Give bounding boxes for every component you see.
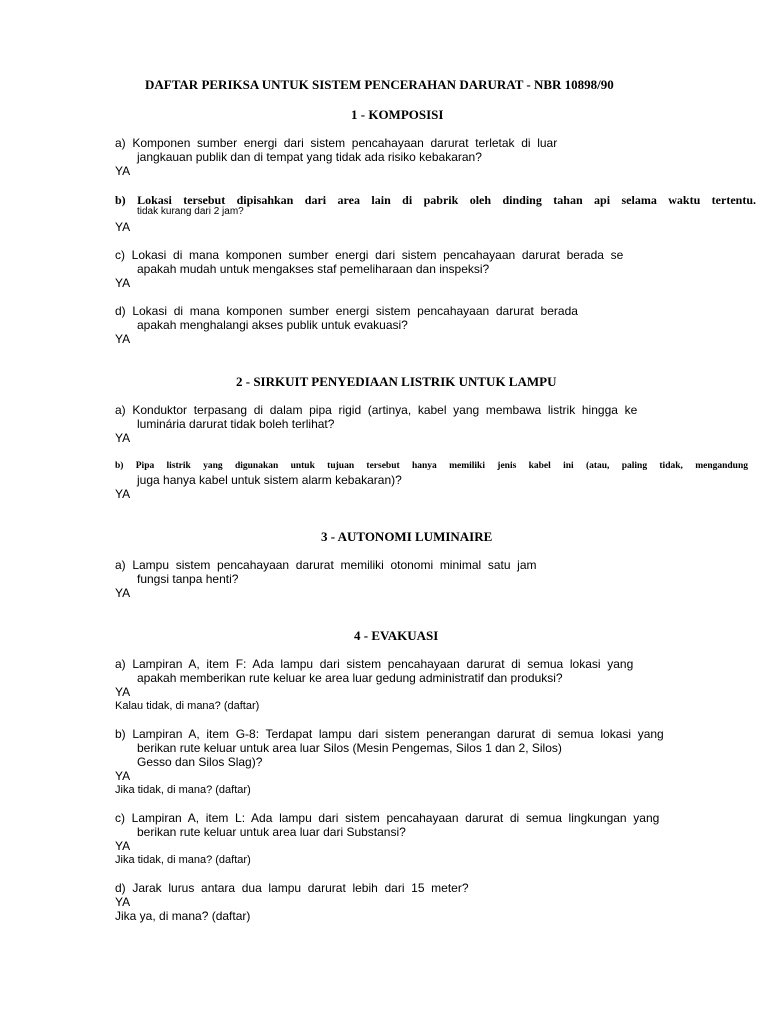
item-text: a) Komponen sumber energi dari sistem pencahayaan darurat terletak di luar	[115, 136, 558, 150]
item-text: a) Lampu sistem pencahayaan darurat memiliki otonomi minimal satu jam	[115, 558, 537, 572]
answer-value: YA	[115, 895, 131, 909]
answer-value: YA	[115, 431, 131, 445]
answer-value: YA	[115, 332, 131, 346]
item-text: d) Jarak lurus antara dua lampu darurat lebih dari 15 meter?	[115, 881, 469, 895]
answer-value: YA	[115, 769, 131, 783]
item-text: tidak kurang dari 2 jam?	[137, 206, 244, 217]
answer-value: YA	[115, 839, 131, 853]
item-text: berikan rute keluar untuk area luar dari Substansi?	[137, 825, 406, 839]
item-text: a) Konduktor terpasang di dalam pipa rigid (artinya, kabel yang membawa listrik hingga ke	[115, 403, 638, 417]
item-note: Jika tidak, di mana? (daftar)	[115, 854, 251, 866]
item-text: juga hanya kabel untuk sistem alarm kebakaran)?	[137, 473, 402, 487]
answer-value: YA	[115, 586, 131, 600]
item-text: jangkauan publik dan di tempat yang tidak ada risiko kebakaran?	[137, 150, 482, 164]
item-text: d) Lokasi di mana komponen sumber energi sistem pencahayaan darurat berada	[115, 304, 578, 318]
item-text: b) Lokasi tersebut dipisahkan dari area lain di pabrik oleh dinding tahan api selama waktu tertentu.	[115, 193, 756, 207]
answer-value: YA	[115, 487, 131, 501]
item-text: berikan rute keluar untuk area luar Silos (Mesin Pengemas, Silos 1 dan 2, Silos)	[137, 741, 562, 755]
section-heading-autonomi: 3 - AUTONOMI LUMINAIRE	[321, 529, 493, 544]
item-note: Jika ya, di mana? (daftar)	[115, 909, 251, 923]
item-note: Jika tidak, di mana? (daftar)	[115, 784, 251, 796]
item-text: apakah memberikan rute keluar ke area luar gedung administratif dan produksi?	[137, 671, 563, 685]
item-text: b) Lampiran A, item G-8: Terdapat lampu dari sistem penerangan darurat di semua lokasi yang	[115, 727, 664, 741]
section-heading-sirkuit: 2 - SIRKUIT PENYEDIAAN LISTRIK UNTUK LAMPU	[236, 374, 557, 389]
item-text: apakah mudah untuk mengakses staf pemeliharaan dan inspeksi?	[137, 262, 490, 276]
item-text: c) Lampiran A, item L: Ada lampu dari sistem pencahayaan darurat di semua lingkungan yang	[115, 811, 660, 825]
section-heading-evakuasi: 4 - EVAKUASI	[354, 628, 439, 643]
document-title: DAFTAR PERIKSA UNTUK SISTEM PENCERAHAN DARURAT - NBR 10898/90	[145, 77, 614, 92]
item-text: Gesso dan Silos Slag)?	[137, 755, 263, 769]
item-text: fungsi tanpa henti?	[137, 572, 239, 586]
item-text: a) Lampiran A, item F: Ada lampu dari sistem pencahayaan darurat di semua lokasi yang	[115, 657, 634, 671]
item-text: c) Lokasi di mana komponen sumber energi dari sistem pencahayaan darurat berada se	[115, 248, 624, 262]
item-text: b) Pipa listrik yang digunakan untuk tujuan tersebut hanya memiliki jenis kabel ini (atau, paling tidak, mengandung	[115, 461, 748, 471]
answer-value: YA	[115, 685, 131, 699]
answer-value: YA	[115, 220, 131, 234]
item-text: apakah menghalangi akses publik untuk evakuasi?	[137, 318, 408, 332]
section-heading-komposisi: 1 - KOMPOSISI	[351, 107, 444, 122]
answer-value: YA	[115, 276, 131, 290]
item-text: luminária darurat tidak boleh terlihat?	[137, 417, 335, 431]
item-note: Kalau tidak, di mana? (daftar)	[115, 700, 260, 712]
answer-value: YA	[115, 164, 131, 178]
